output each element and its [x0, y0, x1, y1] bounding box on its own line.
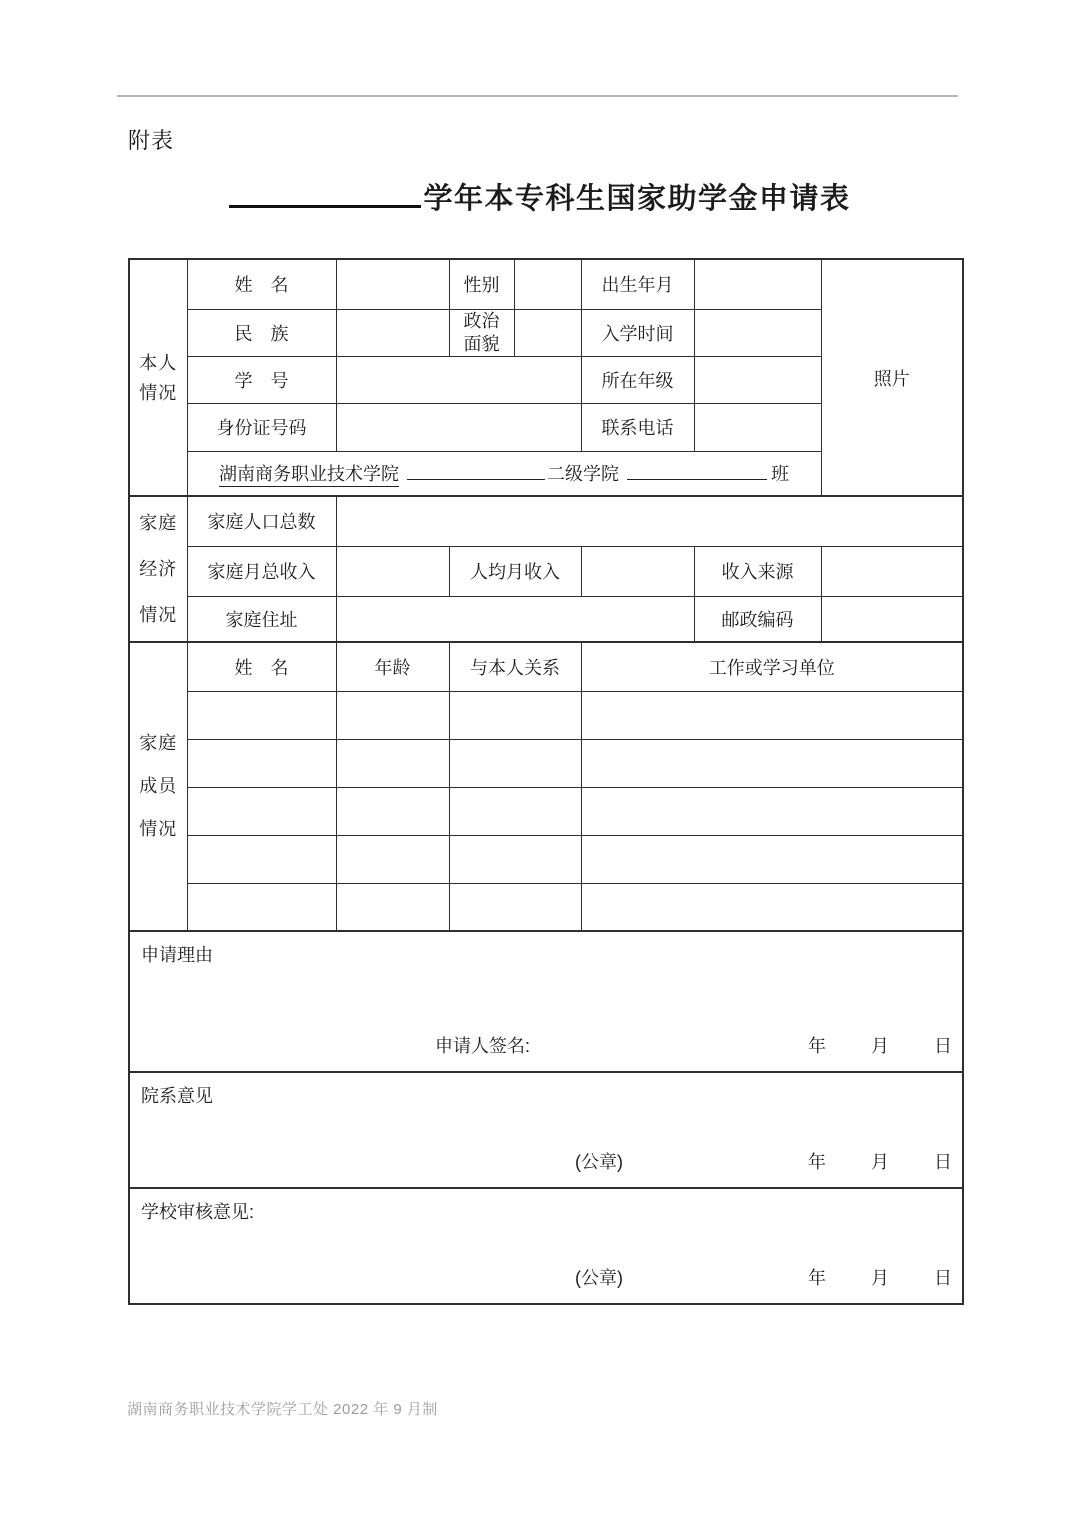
date-fields [808, 1032, 952, 1058]
label-ethnicity: 民 族 [187, 309, 336, 356]
date-fields [808, 1148, 952, 1174]
field-postal-code-blank [821, 596, 963, 642]
college-blank [407, 464, 545, 480]
member-relation-cell [449, 835, 581, 883]
official-seal-label: (公章) [575, 1152, 623, 1172]
department-opinion-cell [129, 1072, 963, 1188]
field-ethnicity-blank [336, 309, 449, 356]
member-col-relation: 与本人关系 [449, 642, 581, 691]
member-name-cell [187, 835, 336, 883]
field-political-status-blank [514, 309, 581, 356]
signature-line [130, 1032, 962, 1058]
member-relation-cell [449, 739, 581, 787]
member-row [129, 883, 963, 931]
field-birth-month-blank [694, 259, 821, 309]
member-relation-cell [449, 787, 581, 835]
month-label: 月 [871, 1268, 889, 1288]
member-workplace-cell [581, 739, 963, 787]
label-political-status: 政治面貌 [449, 309, 514, 356]
member-col-workplace: 工作或学习单位 [581, 642, 963, 691]
member-workplace-cell [581, 835, 963, 883]
label-student-no: 学 号 [187, 356, 336, 403]
member-row [129, 691, 963, 739]
label-phone: 联系电话 [581, 403, 694, 451]
application-reason-cell [129, 931, 963, 1072]
official-seal-label: (公章) [575, 1268, 623, 1288]
member-age-cell [336, 835, 449, 883]
member-age-cell [336, 787, 449, 835]
member-workplace-cell [581, 787, 963, 835]
college-label: 二级学院 [547, 464, 619, 485]
academic-year-blank [229, 182, 421, 208]
application-form-table [128, 258, 964, 1305]
member-row [129, 835, 963, 883]
department-opinion-label: 院系意见 [141, 1086, 213, 1106]
member-name-cell [187, 787, 336, 835]
label-household-size: 家庭人口总数 [187, 496, 336, 546]
school-name: 湖南商务职业技术学院 [219, 464, 399, 487]
field-student-no-blank [336, 356, 581, 403]
member-name-cell [187, 691, 336, 739]
member-workplace-cell [581, 883, 963, 931]
school-seal-line [130, 1264, 962, 1290]
label-enroll-time: 入学时间 [581, 309, 694, 356]
field-per-capita-income-blank [581, 546, 694, 596]
label-home-address: 家庭住址 [187, 596, 336, 642]
form-title [0, 176, 1080, 217]
member-col-age: 年龄 [336, 642, 449, 691]
day-label: 日 [934, 1036, 952, 1056]
member-age-cell [336, 691, 449, 739]
member-workplace-cell [581, 691, 963, 739]
school-college-class-line [187, 451, 821, 496]
label-name: 姓 名 [187, 259, 336, 309]
field-income-source-blank [821, 546, 963, 596]
member-age-cell [336, 739, 449, 787]
field-id-number-blank [336, 403, 581, 451]
field-phone-blank [694, 403, 821, 451]
section-label-members: 家庭成员情况 [129, 642, 187, 931]
member-name-cell [187, 739, 336, 787]
month-label: 月 [871, 1036, 889, 1056]
member-row [129, 739, 963, 787]
photo-box: 照片 [821, 259, 963, 496]
member-col-name: 姓 名 [187, 642, 336, 691]
applicant-signature-label: 申请人签名: [435, 1036, 531, 1056]
member-name-cell [187, 883, 336, 931]
label-monthly-income: 家庭月总收入 [187, 546, 336, 596]
member-relation-cell [449, 883, 581, 931]
top-divider [117, 95, 958, 97]
month-label: 月 [871, 1152, 889, 1172]
attachment-tag: 附表 [128, 128, 175, 153]
label-postal-code: 邮政编码 [694, 596, 821, 642]
field-grade-blank [694, 356, 821, 403]
school-review-label: 学校审核意见: [141, 1202, 255, 1222]
class-label: 班 [771, 464, 789, 485]
form-title-text: 学年本专科生国家助学金申请表 [423, 183, 851, 215]
member-relation-cell [449, 691, 581, 739]
section-label-personal: 本人情况 [129, 259, 187, 496]
label-grade: 所在年级 [581, 356, 694, 403]
day-label: 日 [934, 1268, 952, 1288]
day-label: 日 [934, 1152, 952, 1172]
class-blank [627, 464, 767, 480]
field-name-blank [336, 259, 449, 309]
label-gender: 性别 [449, 259, 514, 309]
field-household-size-blank [336, 496, 963, 546]
label-income-source: 收入来源 [694, 546, 821, 596]
field-gender-blank [514, 259, 581, 309]
field-monthly-income-blank [336, 546, 449, 596]
year-label: 年 [808, 1268, 826, 1288]
section-label-economy: 家庭经济情况 [129, 496, 187, 642]
form-footer: 湖南商务职业技术学院学工处 2022 年 9 月制 [127, 1401, 438, 1418]
department-seal-line [130, 1148, 962, 1174]
date-fields [808, 1264, 952, 1290]
member-row [129, 787, 963, 835]
member-age-cell [336, 883, 449, 931]
field-home-address-blank [336, 596, 694, 642]
label-birth-month: 出生年月 [581, 259, 694, 309]
field-enroll-time-blank [694, 309, 821, 356]
year-label: 年 [808, 1152, 826, 1172]
label-per-capita-income: 人均月收入 [449, 546, 581, 596]
year-label: 年 [808, 1036, 826, 1056]
label-id-number: 身份证号码 [187, 403, 336, 451]
school-review-cell [129, 1188, 963, 1304]
application-reason-label: 申请理由 [141, 945, 213, 965]
